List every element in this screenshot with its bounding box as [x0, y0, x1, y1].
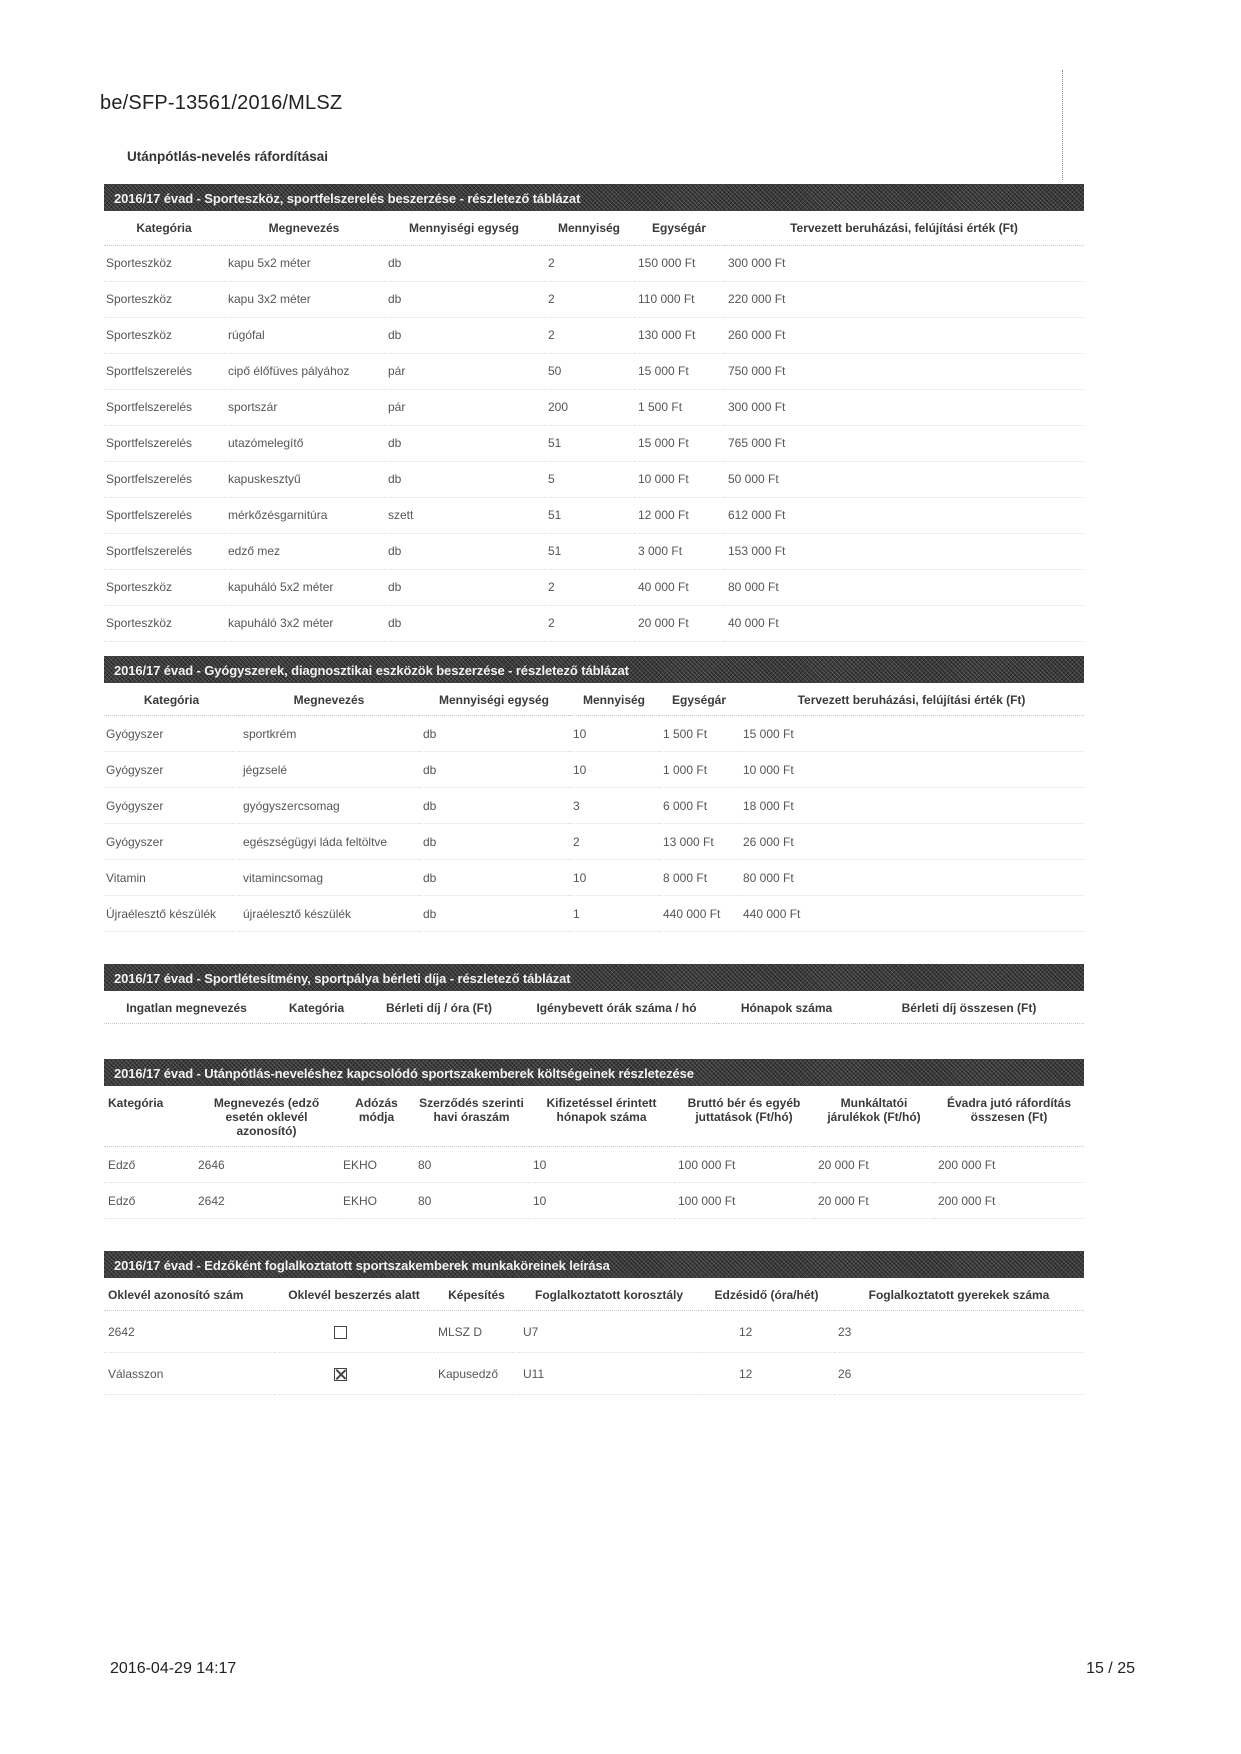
col-header: Tervezett beruházási, felújítási érték (Ft) — [739, 683, 1084, 716]
table-row — [104, 824, 1084, 860]
total-value-cell: 300 000 Ft — [724, 245, 1084, 281]
quantity-cell: 10 — [569, 716, 659, 752]
section-banner: 2016/17 évad - Edzőként foglalkoztatott sportszakemberek munkaköreinek leírása — [104, 1251, 1084, 1278]
quantity-cell: 2 — [544, 281, 634, 317]
col-header: Kategória — [104, 211, 224, 245]
tax-method-cell: EKHO — [339, 1147, 414, 1183]
category-cell: Edző — [104, 1147, 194, 1183]
category-cell: Gyógyszer — [104, 752, 239, 788]
unit-price-cell: 1 500 Ft — [634, 389, 724, 425]
category-cell: Gyógyszer — [104, 788, 239, 824]
diploma-pending-cell — [274, 1311, 434, 1353]
coach-duties-table-body — [104, 1311, 1084, 1395]
quantity-cell: 2 — [544, 605, 634, 641]
section-facility-rental — [104, 964, 1084, 1024]
quantity-cell: 51 — [544, 533, 634, 569]
section-banner: 2016/17 évad - Gyógyszerek, diagnosztikai eszközök beszerzése - részletező táblázat — [104, 656, 1084, 683]
table-row — [104, 1183, 1084, 1219]
table-header-row — [104, 991, 1084, 1024]
quantity-cell: 10 — [569, 752, 659, 788]
unit-price-cell: 20 000 Ft — [634, 605, 724, 641]
category-cell: Sporteszköz — [104, 281, 224, 317]
table-row — [104, 605, 1084, 641]
quantity-cell: 50 — [544, 353, 634, 389]
monthly-hours-cell: 80 — [414, 1147, 529, 1183]
table-row — [104, 569, 1084, 605]
item-name-cell: kapu 3x2 méter — [224, 281, 384, 317]
table-row — [104, 281, 1084, 317]
unit-cell: db — [384, 461, 544, 497]
item-name-cell: sportkrém — [239, 716, 419, 752]
section-banner: 2016/17 évad - Sporteszköz, sportfelszerelés beszerzése - részletező táblázat — [104, 184, 1084, 211]
unit-cell: db — [419, 824, 569, 860]
unit-cell: db — [384, 569, 544, 605]
name-or-diploma-id-cell: 2642 — [194, 1183, 339, 1219]
unit-price-cell: 10 000 Ft — [634, 461, 724, 497]
col-header: Oklevél beszerzés alatt — [274, 1278, 434, 1311]
category-cell: Sporteszköz — [104, 605, 224, 641]
employer-contributions-cell: 20 000 Ft — [814, 1183, 934, 1219]
total-value-cell: 750 000 Ft — [724, 353, 1084, 389]
unit-price-cell: 440 000 Ft — [659, 896, 739, 932]
section-banner: 2016/17 évad - Utánpótlás-neveléshez kapcsolódó sportszakemberek költségeinek részletezése — [104, 1059, 1084, 1086]
total-value-cell: 440 000 Ft — [739, 896, 1084, 932]
children-count: 23 — [834, 1311, 1084, 1353]
unit-price-cell: 3 000 Ft — [634, 533, 724, 569]
col-header: Oklevél azonosító szám — [104, 1278, 274, 1311]
item-name-cell: kapuháló 5x2 méter — [224, 569, 384, 605]
col-header: Megnevezés (edző esetén oklevél azonosító) — [194, 1086, 339, 1147]
quantity-cell: 10 — [569, 860, 659, 896]
unit-cell: pár — [384, 389, 544, 425]
category-cell: Sporteszköz — [104, 317, 224, 353]
table-row — [104, 1147, 1084, 1183]
quantity-cell: 2 — [569, 824, 659, 860]
item-name-cell: egészségügyi láda feltöltve — [239, 824, 419, 860]
table-header-row — [104, 1086, 1084, 1147]
item-name-cell: cipő élőfüves pályához — [224, 353, 384, 389]
col-header: Mennyiség — [569, 683, 659, 716]
col-header: Megnevezés — [224, 211, 384, 245]
unit-cell: db — [419, 716, 569, 752]
col-header: Kifizetéssel érintett hónapok száma — [529, 1086, 674, 1147]
scan-artifact-line — [1062, 70, 1063, 180]
unit-price-cell: 150 000 Ft — [634, 245, 724, 281]
item-name-cell: rúgófal — [224, 317, 384, 353]
unit-price-cell: 8 000 Ft — [659, 860, 739, 896]
category-cell: Sportfelszerelés — [104, 425, 224, 461]
category-cell: Sportfelszerelés — [104, 353, 224, 389]
col-header: Adózás módja — [339, 1086, 414, 1147]
gross-salary-cell: 100 000 Ft — [674, 1147, 814, 1183]
medical-table-body — [104, 716, 1084, 932]
equipment-table — [104, 211, 1084, 642]
qualification: MLSZ D — [434, 1311, 519, 1353]
col-header: Kategória — [104, 1086, 194, 1147]
footer-page-number: 15 / 25 — [1086, 1660, 1135, 1677]
training-hours: 12 — [699, 1311, 834, 1353]
table-row — [104, 752, 1084, 788]
col-header: Edzésidő (óra/hét) — [699, 1278, 834, 1311]
table-row — [104, 425, 1084, 461]
medical-table — [104, 683, 1084, 932]
diploma-pending-checkbox[interactable] — [334, 1326, 347, 1339]
monthly-hours-cell: 80 — [414, 1183, 529, 1219]
children-count: 26 — [834, 1353, 1084, 1395]
unit-price-cell: 130 000 Ft — [634, 317, 724, 353]
quantity-cell: 51 — [544, 425, 634, 461]
table-header-row — [104, 1278, 1084, 1311]
item-name-cell: kapu 5x2 méter — [224, 245, 384, 281]
total-value-cell: 612 000 Ft — [724, 497, 1084, 533]
category-cell: Sporteszköz — [104, 569, 224, 605]
age-group: U11 — [519, 1353, 699, 1395]
diploma-pending-checkbox[interactable] — [334, 1368, 347, 1381]
item-name-cell: jégzselé — [239, 752, 419, 788]
col-header: Kategória — [104, 683, 239, 716]
table-row — [104, 389, 1084, 425]
table-row — [104, 353, 1084, 389]
quantity-cell: 1 — [569, 896, 659, 932]
unit-cell: db — [384, 425, 544, 461]
table-row — [104, 716, 1084, 752]
unit-price-cell: 6 000 Ft — [659, 788, 739, 824]
col-header: Kategória — [269, 991, 364, 1024]
category-cell: Újraélesztő készülék — [104, 896, 239, 932]
category-cell: Vitamin — [104, 860, 239, 896]
name-or-diploma-id-cell: 2646 — [194, 1147, 339, 1183]
unit-cell: db — [384, 533, 544, 569]
total-value-cell: 220 000 Ft — [724, 281, 1084, 317]
total-value-cell: 18 000 Ft — [739, 788, 1084, 824]
col-header: Mennyiségi egység — [384, 211, 544, 245]
col-header: Tervezett beruházási, felújítási érték (Ft) — [724, 211, 1084, 245]
col-header: Mennyiség — [544, 211, 634, 245]
table-header-row — [104, 683, 1084, 716]
unit-cell: db — [384, 281, 544, 317]
col-header: Hónapok száma — [719, 991, 854, 1024]
category-cell: Sporteszköz — [104, 245, 224, 281]
unit-cell: db — [419, 752, 569, 788]
table-row — [104, 1353, 1084, 1395]
col-header: Szerződés szerinti havi óraszám — [414, 1086, 529, 1147]
col-header: Foglalkoztatott gyerekek száma — [834, 1278, 1084, 1311]
col-header: Képesítés — [434, 1278, 519, 1311]
section-banner: 2016/17 évad - Sportlétesítmény, sportpálya bérleti díja - részletező táblázat — [104, 964, 1084, 991]
section-sport-equipment — [104, 184, 1084, 642]
total-value-cell: 15 000 Ft — [739, 716, 1084, 752]
total-value-cell: 40 000 Ft — [724, 605, 1084, 641]
category-cell: Gyógyszer — [104, 716, 239, 752]
table-row — [104, 461, 1084, 497]
unit-price-cell: 15 000 Ft — [634, 425, 724, 461]
age-group: U7 — [519, 1311, 699, 1353]
staff-costs-table — [104, 1086, 1084, 1219]
unit-price-cell: 1 500 Ft — [659, 716, 739, 752]
unit-price-cell: 12 000 Ft — [634, 497, 724, 533]
section-medical-supplies — [104, 656, 1084, 932]
col-header: Ingatlan megnevezés — [104, 991, 269, 1024]
total-value-cell: 260 000 Ft — [724, 317, 1084, 353]
category-cell: Sportfelszerelés — [104, 533, 224, 569]
staff-costs-table-body — [104, 1147, 1084, 1219]
employer-contributions-cell: 20 000 Ft — [814, 1147, 934, 1183]
gross-salary-cell: 100 000 Ft — [674, 1183, 814, 1219]
category-cell: Sportfelszerelés — [104, 461, 224, 497]
total-value-cell: 80 000 Ft — [724, 569, 1084, 605]
unit-cell: szett — [384, 497, 544, 533]
unit-price-cell: 15 000 Ft — [634, 353, 724, 389]
table-row — [104, 860, 1084, 896]
unit-cell: db — [384, 605, 544, 641]
table-row — [104, 497, 1084, 533]
table-row — [104, 317, 1084, 353]
rental-table — [104, 991, 1084, 1024]
quantity-cell: 2 — [544, 569, 634, 605]
col-header: Mennyiségi egység — [419, 683, 569, 716]
unit-cell: db — [384, 245, 544, 281]
quantity-cell: 5 — [544, 461, 634, 497]
col-header: Egységár — [634, 211, 724, 245]
item-name-cell: sportszár — [224, 389, 384, 425]
table-row — [104, 1311, 1084, 1353]
paid-months-cell: 10 — [529, 1183, 674, 1219]
col-header: Igénybevett órák száma / hó — [514, 991, 719, 1024]
diploma-pending-cell — [274, 1353, 434, 1395]
item-name-cell: edző mez — [224, 533, 384, 569]
table-row — [104, 788, 1084, 824]
quantity-cell: 2 — [544, 245, 634, 281]
coach-duties-table — [104, 1278, 1084, 1395]
season-total-cell: 200 000 Ft — [934, 1183, 1084, 1219]
section-coach-duties — [104, 1251, 1084, 1395]
unit-cell: db — [419, 860, 569, 896]
unit-price-cell: 13 000 Ft — [659, 824, 739, 860]
unit-price-cell: 110 000 Ft — [634, 281, 724, 317]
document-title: Utánpótlás-nevelés ráfordításai — [127, 149, 329, 164]
category-cell: Sportfelszerelés — [104, 497, 224, 533]
item-name-cell: gyógyszercsomag — [239, 788, 419, 824]
total-value-cell: 300 000 Ft — [724, 389, 1084, 425]
season-total-cell: 200 000 Ft — [934, 1147, 1084, 1183]
item-name-cell: kapuháló 3x2 méter — [224, 605, 384, 641]
col-header: Megnevezés — [239, 683, 419, 716]
item-name-cell: újraélesztő készülék — [239, 896, 419, 932]
quantity-cell: 200 — [544, 389, 634, 425]
unit-price-cell: 40 000 Ft — [634, 569, 724, 605]
training-hours: 12 — [699, 1353, 834, 1395]
table-row — [104, 896, 1084, 932]
equipment-table-body — [104, 245, 1084, 641]
table-row — [104, 245, 1084, 281]
total-value-cell: 80 000 Ft — [739, 860, 1084, 896]
total-value-cell: 50 000 Ft — [724, 461, 1084, 497]
col-header: Évadra jutó ráfordítás összesen (Ft) — [934, 1086, 1084, 1147]
col-header: Bérleti díj / óra (Ft) — [364, 991, 514, 1024]
tax-method-cell: EKHO — [339, 1183, 414, 1219]
col-header: Munkáltatói járulékok (Ft/hó) — [814, 1086, 934, 1147]
col-header: Bruttó bér és egyéb juttatások (Ft/hó) — [674, 1086, 814, 1147]
category-cell: Gyógyszer — [104, 824, 239, 860]
total-value-cell: 153 000 Ft — [724, 533, 1084, 569]
diploma-id: 2642 — [104, 1311, 274, 1353]
total-value-cell: 26 000 Ft — [739, 824, 1084, 860]
table-header-row — [104, 211, 1084, 245]
footer-timestamp: 2016-04-29 14:17 — [110, 1660, 237, 1677]
unit-cell: db — [419, 788, 569, 824]
item-name-cell: mérkőzésgarnitúra — [224, 497, 384, 533]
diploma-id: Válasszon — [104, 1353, 274, 1395]
item-name-cell: vitamincsomag — [239, 860, 419, 896]
table-row — [104, 533, 1084, 569]
category-cell: Edző — [104, 1183, 194, 1219]
unit-cell: db — [419, 896, 569, 932]
unit-cell: db — [384, 317, 544, 353]
qualification: Kapusedző — [434, 1353, 519, 1395]
item-name-cell: kapuskesztyű — [224, 461, 384, 497]
unit-price-cell: 1 000 Ft — [659, 752, 739, 788]
col-header: Bérleti díj összesen (Ft) — [854, 991, 1084, 1024]
unit-cell: pár — [384, 353, 544, 389]
quantity-cell: 3 — [569, 788, 659, 824]
col-header: Foglalkoztatott korosztály — [519, 1278, 699, 1311]
total-value-cell: 765 000 Ft — [724, 425, 1084, 461]
document-reference-id: be/SFP-13561/2016/MLSZ — [100, 92, 343, 114]
total-value-cell: 10 000 Ft — [739, 752, 1084, 788]
quantity-cell: 2 — [544, 317, 634, 353]
category-cell: Sportfelszerelés — [104, 389, 224, 425]
col-header: Egységár — [659, 683, 739, 716]
paid-months-cell: 10 — [529, 1147, 674, 1183]
item-name-cell: utazómelegítő — [224, 425, 384, 461]
quantity-cell: 51 — [544, 497, 634, 533]
section-staff-costs — [104, 1059, 1084, 1219]
